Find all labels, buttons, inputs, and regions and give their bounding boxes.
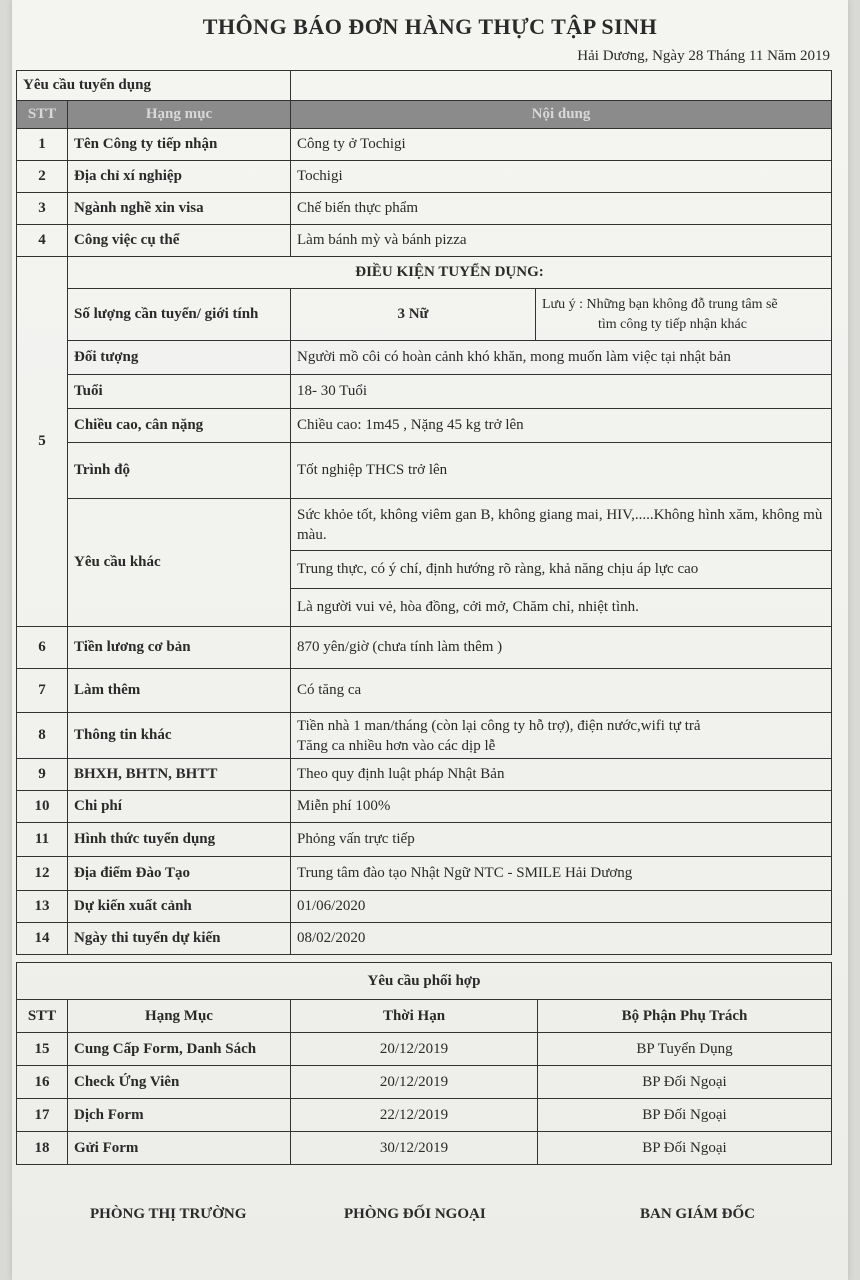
- coord-category: Cung Cấp Form, Danh Sách: [68, 1033, 291, 1066]
- coord-stt: 15: [17, 1033, 68, 1066]
- row-label: Dự kiến xuất cảnh: [68, 891, 291, 923]
- table-row: [17, 627, 832, 669]
- quantity-note: [536, 289, 832, 341]
- row-value: 01/06/2020: [291, 891, 832, 923]
- signature-foreign: PHÒNG ĐỐI NGOẠI: [344, 1206, 486, 1222]
- table-row: [17, 823, 832, 857]
- table-row: [17, 1033, 832, 1066]
- coord-deadline: 30/12/2019: [291, 1132, 538, 1165]
- coord-category: Check Ứng Viên: [68, 1066, 291, 1099]
- table-row: [17, 923, 832, 955]
- header-category: Hạng mục: [68, 101, 291, 129]
- coord-stt: 16: [17, 1066, 68, 1099]
- height-value: Chiều cao: 1m45 , Nặng 45 kg trở lên: [291, 409, 832, 443]
- row-stt: 6: [17, 627, 68, 669]
- row-label: Chi phí: [68, 791, 291, 823]
- row-label: Làm thêm: [68, 669, 291, 713]
- row-stt: 2: [17, 161, 68, 193]
- document-title: THÔNG BÁO ĐƠN HÀNG THỰC TẬP SINH: [202, 14, 658, 39]
- row-stt: 9: [17, 759, 68, 791]
- table-row: [17, 891, 832, 923]
- coordination-header: [17, 1000, 832, 1033]
- table-row: [17, 1099, 832, 1132]
- table-row: [17, 713, 832, 759]
- coord-dept: BP Đối Ngoại: [538, 1099, 832, 1132]
- signature-market: PHÒNG THỊ TRƯỜNG: [90, 1206, 247, 1222]
- other-req-3: Là người vui vẻ, hòa đồng, cởi mở, Chăm chỉ, nhiệt tình.: [291, 589, 832, 627]
- edu-label: Trình độ: [68, 443, 291, 499]
- row-stt: 7: [17, 669, 68, 713]
- table-row: [17, 857, 832, 891]
- row-stt: 14: [17, 923, 68, 955]
- row-stt: 8: [17, 713, 68, 759]
- row-value: Có tăng ca: [291, 669, 832, 713]
- age-value: 18- 30 Tuổi: [291, 375, 832, 409]
- note-line: tìm công ty tiếp nhận khác: [598, 316, 747, 332]
- request-label: Yêu cầu tuyển dụng: [17, 71, 291, 101]
- row-label: Công việc cụ thể: [68, 225, 291, 257]
- table-row: [17, 341, 832, 375]
- coord-stt: 18: [17, 1132, 68, 1165]
- row-value: Phỏng vấn trực tiếp: [291, 823, 832, 857]
- coord-deadline: 22/12/2019: [291, 1099, 538, 1132]
- row-value: Tochigi: [291, 161, 832, 193]
- coord-header-category: Hạng Mục: [68, 1000, 291, 1033]
- quantity-value: 3 Nữ: [291, 289, 536, 341]
- other-req-1: Sức khỏe tốt, không viêm gan B, không giang mai, HIV,.....Không hình xăm, không mù màu.: [291, 499, 832, 551]
- row-value: Theo quy định luật pháp Nhật Bản: [291, 759, 832, 791]
- row-stt: 13: [17, 891, 68, 923]
- row-value: Trung tâm đào tạo Nhật Ngữ NTC - SMILE Hải Dương: [291, 857, 832, 891]
- row-stt: 10: [17, 791, 68, 823]
- table-row: [17, 791, 832, 823]
- table-row: [17, 193, 832, 225]
- row-value: Làm bánh mỳ và bánh pizza: [291, 225, 832, 257]
- conditions-heading: ĐIỀU KIỆN TUYỂN DỤNG:: [68, 257, 832, 289]
- row-label: Ngày thi tuyển dự kiến: [68, 923, 291, 955]
- row-stt: 12: [17, 857, 68, 891]
- table-row: [17, 759, 832, 791]
- row-value: 08/02/2020: [291, 923, 832, 955]
- row-stt: 1: [17, 129, 68, 161]
- table-row: [17, 161, 832, 193]
- row-value-line: Tăng ca nhiều hơn vào các dịp lễ: [297, 737, 496, 754]
- other-label: Yêu cầu khác: [68, 499, 291, 627]
- coord-dept: BP Đối Ngoại: [538, 1132, 832, 1165]
- row-value: Công ty ở Tochigi: [291, 129, 832, 161]
- coord-category: Dịch Form: [68, 1099, 291, 1132]
- coord-category: Gửi Form: [68, 1132, 291, 1165]
- coord-header-deadline: Thời Hạn: [291, 1000, 538, 1033]
- document-page: [12, 0, 848, 1280]
- table-row: [17, 375, 832, 409]
- order-table: [16, 70, 832, 955]
- header-stt: STT: [17, 101, 68, 129]
- quantity-label: Số lượng cần tuyển/ giới tính: [68, 289, 291, 341]
- row-label: Ngành nghề xin visa: [68, 193, 291, 225]
- row-label: BHXH, BHTN, BHTT: [68, 759, 291, 791]
- target-value: Người mồ côi có hoàn cảnh khó khăn, mong muốn làm việc tại nhật bản: [291, 341, 832, 375]
- row-label: Địa chỉ xí nghiệp: [68, 161, 291, 193]
- coordination-title-row: [17, 963, 832, 1000]
- coordination-title: Yêu cầu phối hợp: [17, 963, 832, 1000]
- row-value-line: Tiền nhà 1 man/tháng (còn lại công ty hỗ trợ), điện nước,wifi tự trả: [297, 717, 701, 734]
- age-label: Tuổi: [68, 375, 291, 409]
- conditions-heading-row: [17, 257, 832, 289]
- coord-dept: BP Tuyển Dụng: [538, 1033, 832, 1066]
- row-label: Thông tin khác: [68, 713, 291, 759]
- header-content: Nội dung: [291, 101, 832, 129]
- row-label: Hình thức tuyển dụng: [68, 823, 291, 857]
- note-line: Lưu ý : Những bạn không đỗ trung tâm sẽ: [542, 296, 778, 312]
- coord-header-dept: Bộ Phận Phụ Trách: [538, 1000, 832, 1033]
- coord-dept: BP Đối Ngoại: [538, 1066, 832, 1099]
- row-label: Địa điểm Đào Tạo: [68, 857, 291, 891]
- table-row: [17, 129, 832, 161]
- row-value: [291, 713, 832, 759]
- table-row: [17, 225, 832, 257]
- row-value: 870 yên/giờ (chưa tính làm thêm ): [291, 627, 832, 669]
- table-row: [17, 443, 832, 499]
- coord-header-stt: STT: [17, 1000, 68, 1033]
- row-value: Chế biến thực phẩm: [291, 193, 832, 225]
- table-row: [17, 409, 832, 443]
- table-row: [17, 669, 832, 713]
- row-label: Tiền lương cơ bản: [68, 627, 291, 669]
- table-row: [17, 289, 832, 341]
- table-row: [17, 1066, 832, 1099]
- row-label: Tên Công ty tiếp nhận: [68, 129, 291, 161]
- edu-value: Tốt nghiệp THCS trở lên: [291, 443, 832, 499]
- table-row: [17, 1132, 832, 1165]
- signature-director: BAN GIÁM ĐỐC: [640, 1206, 755, 1222]
- request-row: [17, 71, 832, 101]
- coord-stt: 17: [17, 1099, 68, 1132]
- table-header: [17, 101, 832, 129]
- row-stt: 11: [17, 823, 68, 857]
- row-stt: 3: [17, 193, 68, 225]
- table-row: [17, 499, 832, 551]
- row-stt: 5: [17, 257, 68, 627]
- other-req-2: Trung thực, có ý chí, định hướng rõ ràng, khả năng chịu áp lực cao: [291, 551, 832, 589]
- row-value: Miễn phí 100%: [291, 791, 832, 823]
- coord-deadline: 20/12/2019: [291, 1066, 538, 1099]
- height-label: Chiều cao, cân nặng: [68, 409, 291, 443]
- date-line: Hải Dương, Ngày 28 Tháng 11 Năm 2019: [577, 48, 830, 64]
- target-label: Đối tượng: [68, 341, 291, 375]
- coord-deadline: 20/12/2019: [291, 1033, 538, 1066]
- coordination-table: [16, 962, 832, 1165]
- row-stt: 4: [17, 225, 68, 257]
